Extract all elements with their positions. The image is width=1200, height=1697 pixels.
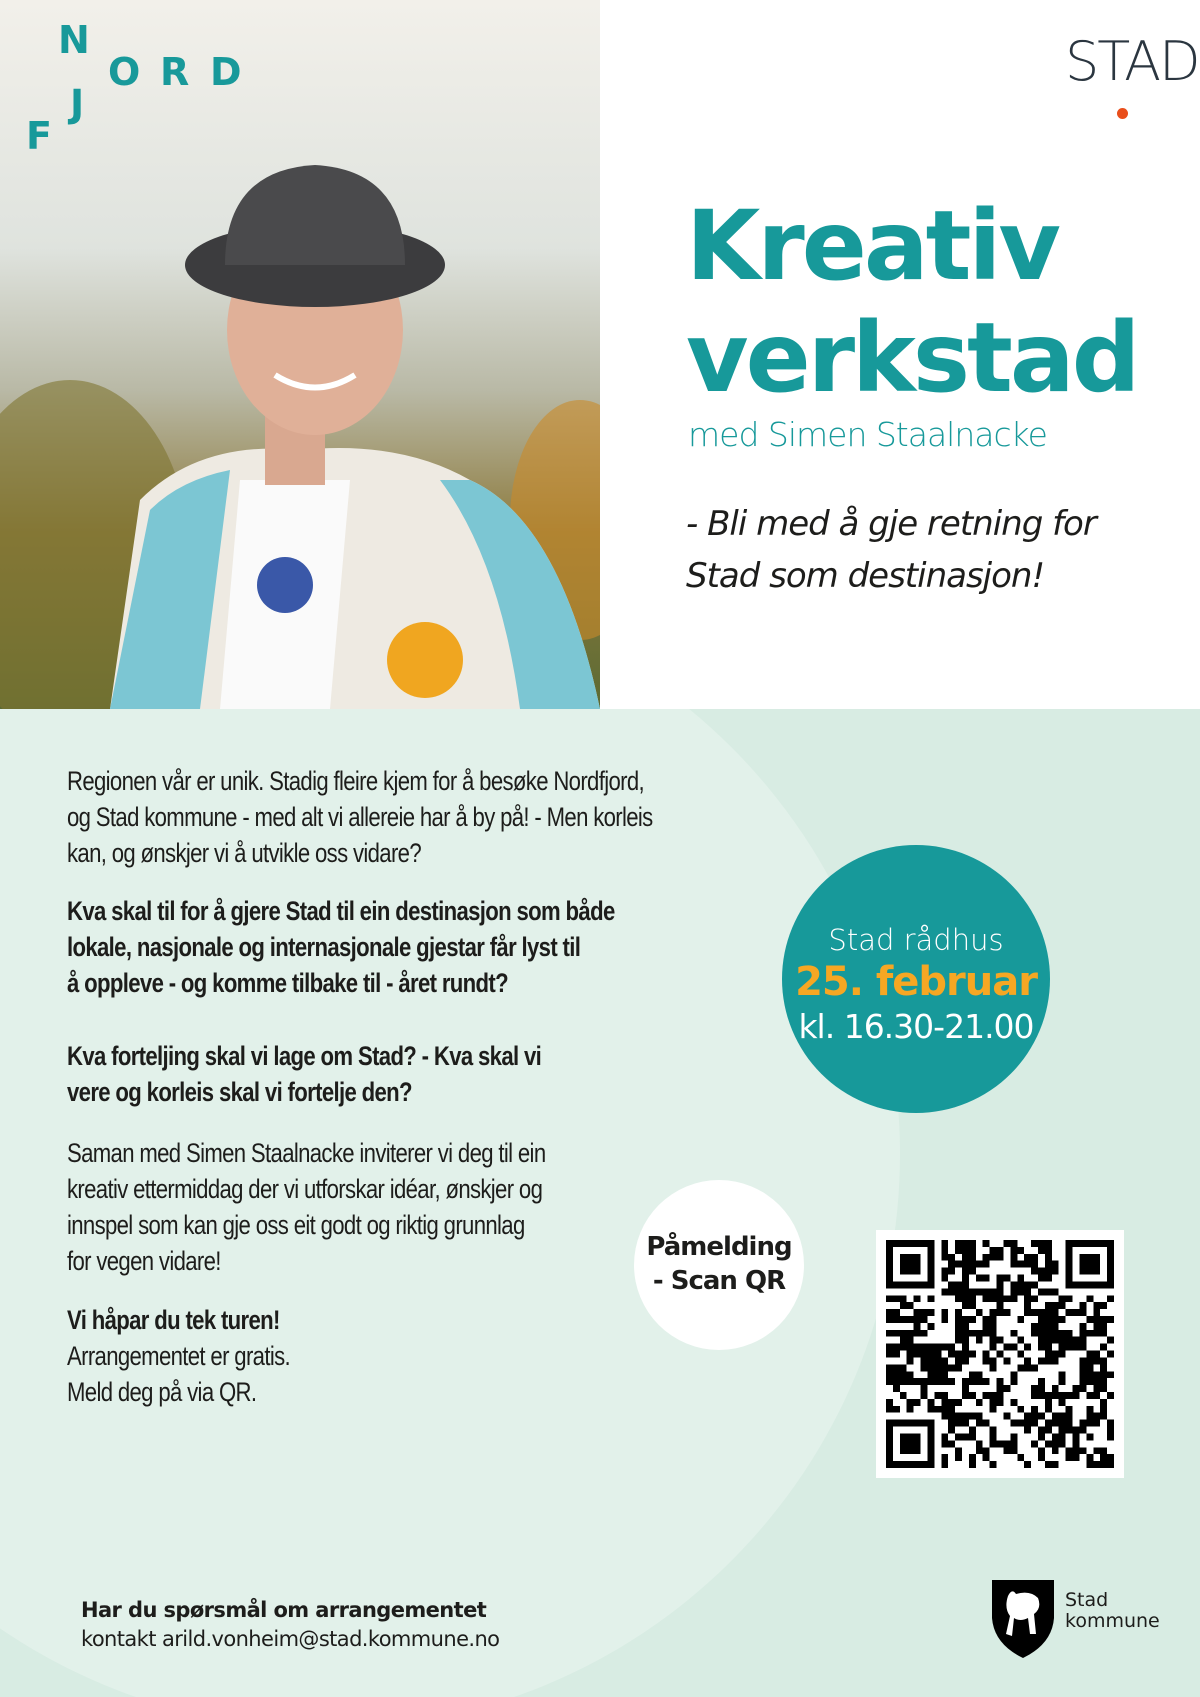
person-illustration — [0, 0, 600, 709]
text-line: å oppleve - og komme tilbake til - året rundt? — [67, 968, 508, 998]
text-line: kreativ ettermiddag der vi utforskar idéar, ønskjer og — [67, 1174, 543, 1204]
nordfjord-logo-j: J — [70, 82, 85, 126]
event-location: Stad rådhus — [828, 923, 1004, 957]
intro-paragraph — [67, 763, 653, 871]
tagline-line: Stad som destinasjon! — [686, 556, 1045, 596]
stad-logo: STAD — [1065, 30, 1199, 93]
text-line: for vegen vidare! — [67, 1246, 221, 1276]
contact-email-link[interactable]: kontakt arild.vonheim@stad.kommune.no — [81, 1627, 500, 1651]
stad-kommune-crest-icon — [990, 1578, 1056, 1660]
text-line: Meld deg på via QR. — [67, 1377, 257, 1407]
text-line: Saman med Simen Staalnacke inviterer vi deg til ein — [67, 1138, 546, 1168]
nordfjord-logo-f: F — [26, 114, 52, 158]
portrait-photo — [0, 0, 600, 709]
event-date: 25. februar — [795, 959, 1037, 1005]
title-line: Kreativ — [686, 190, 1058, 302]
kommune-line: kommune — [1065, 1610, 1160, 1632]
text-line: Regionen vår er unik. Stadig fleire kjem for å besøke Nordfjord, — [67, 766, 644, 796]
kommune-line: Stad — [1065, 1589, 1109, 1611]
tagline-line: - Bli med å gje retning for — [686, 504, 1096, 544]
question-2 — [67, 1038, 541, 1110]
subtitle: med Simen Staalnacke — [688, 415, 1047, 454]
nordfjord-logo-d: D — [210, 50, 242, 94]
question-1 — [67, 893, 615, 1001]
signup-line: Påmelding — [646, 1232, 792, 1262]
qr-code-icon — [886, 1240, 1114, 1468]
signup-qr-code[interactable] — [876, 1230, 1124, 1478]
page-title — [686, 190, 1137, 414]
stad-logo-dot — [1117, 108, 1128, 119]
text-line: og Stad kommune - med alt vi allereie har å by på! - Men korleis — [67, 802, 653, 832]
signup-badge — [634, 1180, 804, 1350]
title-line: verkstad — [686, 302, 1138, 414]
signup-line: - Scan QR — [652, 1266, 786, 1296]
event-info-badge — [782, 845, 1050, 1113]
event-time: kl. 16.30-21.00 — [798, 1007, 1034, 1046]
nordfjord-logo-o: O — [108, 50, 141, 94]
invite-paragraph — [67, 1135, 545, 1279]
footer-question: Har du spørsmål om arrangementet — [81, 1598, 487, 1622]
text-line: lokale, nasjonale og internasjonale gjestar får lyst til — [67, 932, 581, 962]
text-line: Kva skal til for å gjere Stad til ein destinasjon som både — [67, 896, 615, 926]
text-line: Kva forteljing skal vi lage om Stad? - Kva skal vi — [67, 1041, 542, 1071]
closing-paragraph — [67, 1302, 290, 1410]
text-line: vere og korleis skal vi fortelje den? — [67, 1077, 412, 1107]
text-line: innspel som kan gje oss eit godt og riktig grunnlag — [67, 1210, 525, 1240]
tagline — [686, 498, 1096, 602]
nordfjord-logo-r: R — [160, 50, 190, 94]
text-line: kan, og ønskjer vi å utvikle oss vidare? — [67, 838, 422, 868]
nordfjord-logo-n: N — [58, 18, 90, 62]
contact-footer — [81, 1596, 499, 1654]
text-line: Arrangementet er gratis. — [67, 1341, 290, 1371]
closing-bold: Vi håpar du tek turen! — [67, 1305, 280, 1335]
stad-kommune-logo-text — [1065, 1590, 1160, 1632]
